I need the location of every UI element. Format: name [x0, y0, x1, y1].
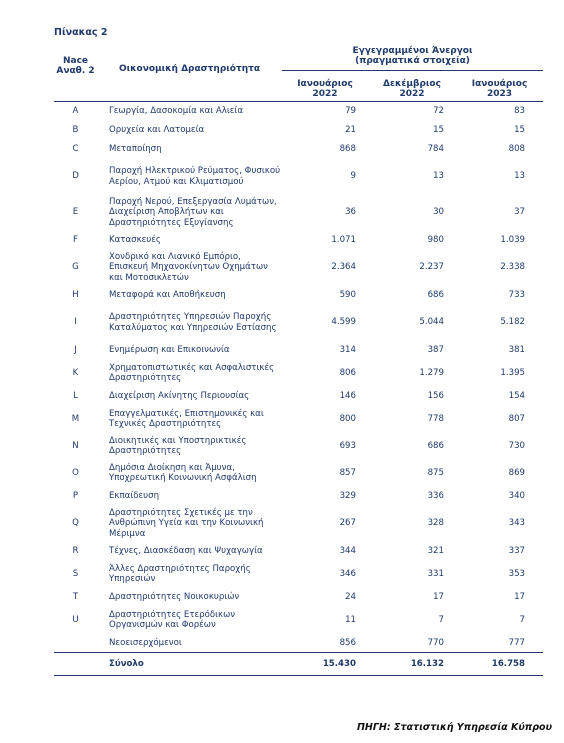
- row-code: H: [72, 289, 79, 300]
- row-code: Q: [72, 518, 79, 529]
- row-code: L: [73, 390, 78, 401]
- row-value: 7: [438, 614, 444, 625]
- row-activity: Γεωργία, Δασοκομία και Αλιεία: [109, 106, 244, 116]
- row-value: 9: [350, 171, 356, 182]
- row-value: 331: [427, 568, 444, 579]
- unemployment-table: [54, 42, 543, 676]
- row-activity: Επαγγελματικές, Επιστημονικές και Τεχνικές Δραστηριότητες: [109, 408, 264, 429]
- row-value: 590: [339, 289, 356, 300]
- total-label: Σύνολο: [97, 653, 282, 676]
- row-value: 784: [427, 143, 444, 154]
- row-value: 154: [508, 390, 526, 401]
- row-value: 806: [339, 367, 356, 378]
- total-value: 16.758: [456, 653, 543, 676]
- row-activity: Κατασκευές: [109, 234, 161, 245]
- period-header: Δεκέμβριος 2022: [368, 71, 456, 102]
- table-row: [54, 406, 543, 433]
- row-value: 980: [427, 234, 444, 245]
- row-value: 267: [339, 518, 356, 529]
- row-activity: Δραστηριότητες Ετερόδικων Οργανισμών και Φορέων: [109, 609, 236, 630]
- row-activity: Διοικητικές και Υποστηρικτικές Δραστηριότητες: [109, 435, 247, 456]
- row-activity: Μεταποίηση: [109, 143, 162, 154]
- row-value: 24: [345, 591, 356, 602]
- row-value: 800: [339, 413, 356, 424]
- row-activity: Χρηματοπιστωτικές και Ασφαλιστικές Δραστηριότητες: [109, 362, 275, 383]
- row-value: 869: [508, 467, 526, 478]
- row-value: 156: [427, 390, 444, 401]
- row-value: 344: [339, 545, 356, 556]
- row-code: T: [72, 591, 79, 602]
- row-code: P: [72, 490, 79, 501]
- row-code: F: [73, 234, 78, 245]
- table-row: [54, 140, 543, 159]
- row-value: 314: [339, 344, 356, 355]
- row-value: 1.395: [500, 367, 526, 378]
- row-value: 1.071: [331, 234, 356, 245]
- table-row: [54, 305, 543, 341]
- row-code: E: [72, 207, 79, 218]
- row-value: 4.599: [331, 317, 356, 328]
- row-value: 13: [433, 171, 444, 182]
- row-value: 5.044: [419, 317, 444, 328]
- row-value: 17: [514, 591, 526, 602]
- table-row: [54, 634, 543, 653]
- row-value: 807: [508, 413, 526, 424]
- period-header: Ιανουάριος 2023: [456, 71, 543, 102]
- row-activity: Δραστηριότητες Υπηρεσιών Παροχής Καταλύματος και Υπηρεσιών Εστίασης: [109, 312, 277, 333]
- row-value: 321: [427, 545, 444, 556]
- row-activity: Τέχνες, Διασκέδαση και Ψυχαγωγία: [109, 545, 263, 556]
- row-code: J: [74, 344, 77, 355]
- row-value: 72: [433, 106, 444, 116]
- table-row: [54, 341, 543, 360]
- table-row: [54, 460, 543, 487]
- row-value: 387: [427, 344, 444, 355]
- row-value: 13: [514, 171, 526, 182]
- row-activity: Ορυχεία και Λατομεία: [109, 124, 205, 135]
- row-value: 686: [427, 440, 444, 451]
- period-header: Ιανουάριος 2022: [282, 71, 368, 102]
- row-value: 856: [339, 637, 356, 648]
- row-activity: Δραστηριότητες Σχετικές με την Ανθρώπινη Υγεία και την Κοινωνική Μέριμνα: [109, 507, 264, 539]
- row-code: I: [74, 317, 77, 328]
- row-activity: Δημόσια Διοίκηση και Άμυνα, Υποχρεωτική Κοινωνική Ασφάλιση: [109, 462, 257, 483]
- row-code: M: [71, 413, 80, 424]
- row-code: [54, 634, 97, 653]
- row-value: 770: [427, 637, 444, 648]
- table-row: [54, 159, 543, 195]
- total-row: [54, 653, 543, 676]
- row-value: 11: [345, 614, 356, 625]
- row-value: 2.338: [500, 262, 526, 273]
- row-value: 17: [433, 591, 444, 602]
- table-row: [54, 387, 543, 406]
- row-code: K: [72, 367, 79, 378]
- row-activity: Παροχή Ηλεκτρικού Ρεύματος, Φυσικού Αερίου, Ατμού και Κλιματισμού: [109, 166, 281, 187]
- source-note: ΠΗΓΗ: Στατιστική Υπηρεσία Κύπρου: [356, 722, 552, 733]
- row-value: 15: [514, 124, 526, 135]
- row-code: A: [72, 106, 79, 116]
- table-row: [54, 250, 543, 286]
- row-activity: Μεταφορά και Αποθήκευση: [109, 289, 226, 300]
- row-value: 693: [339, 440, 356, 451]
- table-row: [54, 231, 543, 250]
- row-activity: Διαχείριση Ακίνητης Περιουσίας: [109, 390, 250, 401]
- table-row: [54, 588, 543, 607]
- group-header: Εγγεγραμμένοι Άνεργοι (πραγματικά στοιχεία): [282, 42, 543, 71]
- row-value: 5.182: [500, 317, 526, 328]
- table-row: [54, 542, 543, 561]
- table-row: [54, 121, 543, 140]
- row-value: 337: [508, 545, 526, 556]
- row-value: 83: [514, 106, 526, 116]
- row-value: 37: [514, 207, 526, 218]
- table-row: [54, 195, 543, 231]
- row-code: O: [72, 467, 79, 478]
- row-code: C: [72, 143, 79, 154]
- row-value: 7: [519, 614, 526, 625]
- row-code: G: [72, 262, 79, 273]
- row-value: 686: [427, 289, 444, 300]
- table-row: [54, 487, 543, 506]
- row-value: 381: [508, 344, 526, 355]
- row-activity: Ενημέρωση και Επικοινωνία: [109, 344, 230, 355]
- row-activity: Χονδρικό και Λιανικό Εμπόριο, Επισκευή Μηχανοκίνητων Οχημάτων και Μοτοσικλετών: [109, 251, 268, 283]
- table-row: [54, 607, 543, 634]
- row-activity: Νεοεισερχόμενοι: [109, 637, 182, 648]
- total-value: 15.430: [282, 653, 368, 676]
- row-value: 2.364: [331, 262, 356, 273]
- row-value: 875: [427, 467, 444, 478]
- row-code: R: [72, 545, 79, 556]
- row-code: S: [72, 568, 79, 579]
- row-value: 146: [339, 390, 356, 401]
- row-code: D: [72, 171, 79, 182]
- code-header: Nace Αναθ. 2: [54, 42, 97, 102]
- row-value: 329: [339, 490, 356, 501]
- row-activity: Παροχή Νερού, Επεξεργασία Λυμάτων, Διαχείριση Αποβλήτων και Δραστηριότητες Εξυγίανσης: [109, 196, 277, 228]
- row-value: 733: [508, 289, 526, 300]
- row-value: 36: [345, 207, 356, 218]
- row-value: 353: [508, 568, 526, 579]
- row-value: 857: [339, 467, 356, 478]
- table-row: [54, 561, 543, 588]
- row-value: 346: [339, 568, 356, 579]
- table-row: [54, 360, 543, 387]
- row-value: 1.279: [419, 367, 444, 378]
- row-activity: Άλλες Δραστηριότητες Παροχής Υπηρεσιών: [109, 563, 251, 584]
- total-code: [54, 653, 97, 676]
- row-code: B: [72, 124, 79, 135]
- row-value: 79: [345, 106, 356, 116]
- row-value: 15: [433, 124, 444, 135]
- total-value: 16.132: [368, 653, 456, 676]
- table-row: [54, 506, 543, 542]
- row-value: 868: [339, 143, 356, 154]
- table-row: [54, 286, 543, 305]
- table-title: Πίνακας 2: [54, 27, 108, 38]
- row-value: 1.039: [500, 234, 526, 245]
- activity-header: Οικονομική Δραστηριότητα: [97, 42, 282, 102]
- table-row: [54, 102, 543, 121]
- row-value: 21: [345, 124, 356, 135]
- row-value: 2.237: [419, 262, 444, 273]
- row-value: 778: [427, 413, 444, 424]
- row-activity: Δραστηριότητες Νοικοκυριών: [109, 591, 240, 602]
- row-value: 340: [508, 490, 526, 501]
- row-code: N: [72, 440, 79, 451]
- row-value: 777: [508, 637, 526, 648]
- table-body: [54, 102, 543, 653]
- row-activity: Εκπαίδευση: [109, 490, 160, 501]
- row-value: 328: [427, 518, 444, 529]
- row-value: 808: [508, 143, 526, 154]
- row-value: 30: [433, 207, 444, 218]
- row-value: 343: [508, 518, 526, 529]
- table-row: [54, 433, 543, 460]
- row-value: 336: [427, 490, 444, 501]
- row-code: U: [72, 614, 79, 625]
- row-value: 730: [508, 440, 526, 451]
